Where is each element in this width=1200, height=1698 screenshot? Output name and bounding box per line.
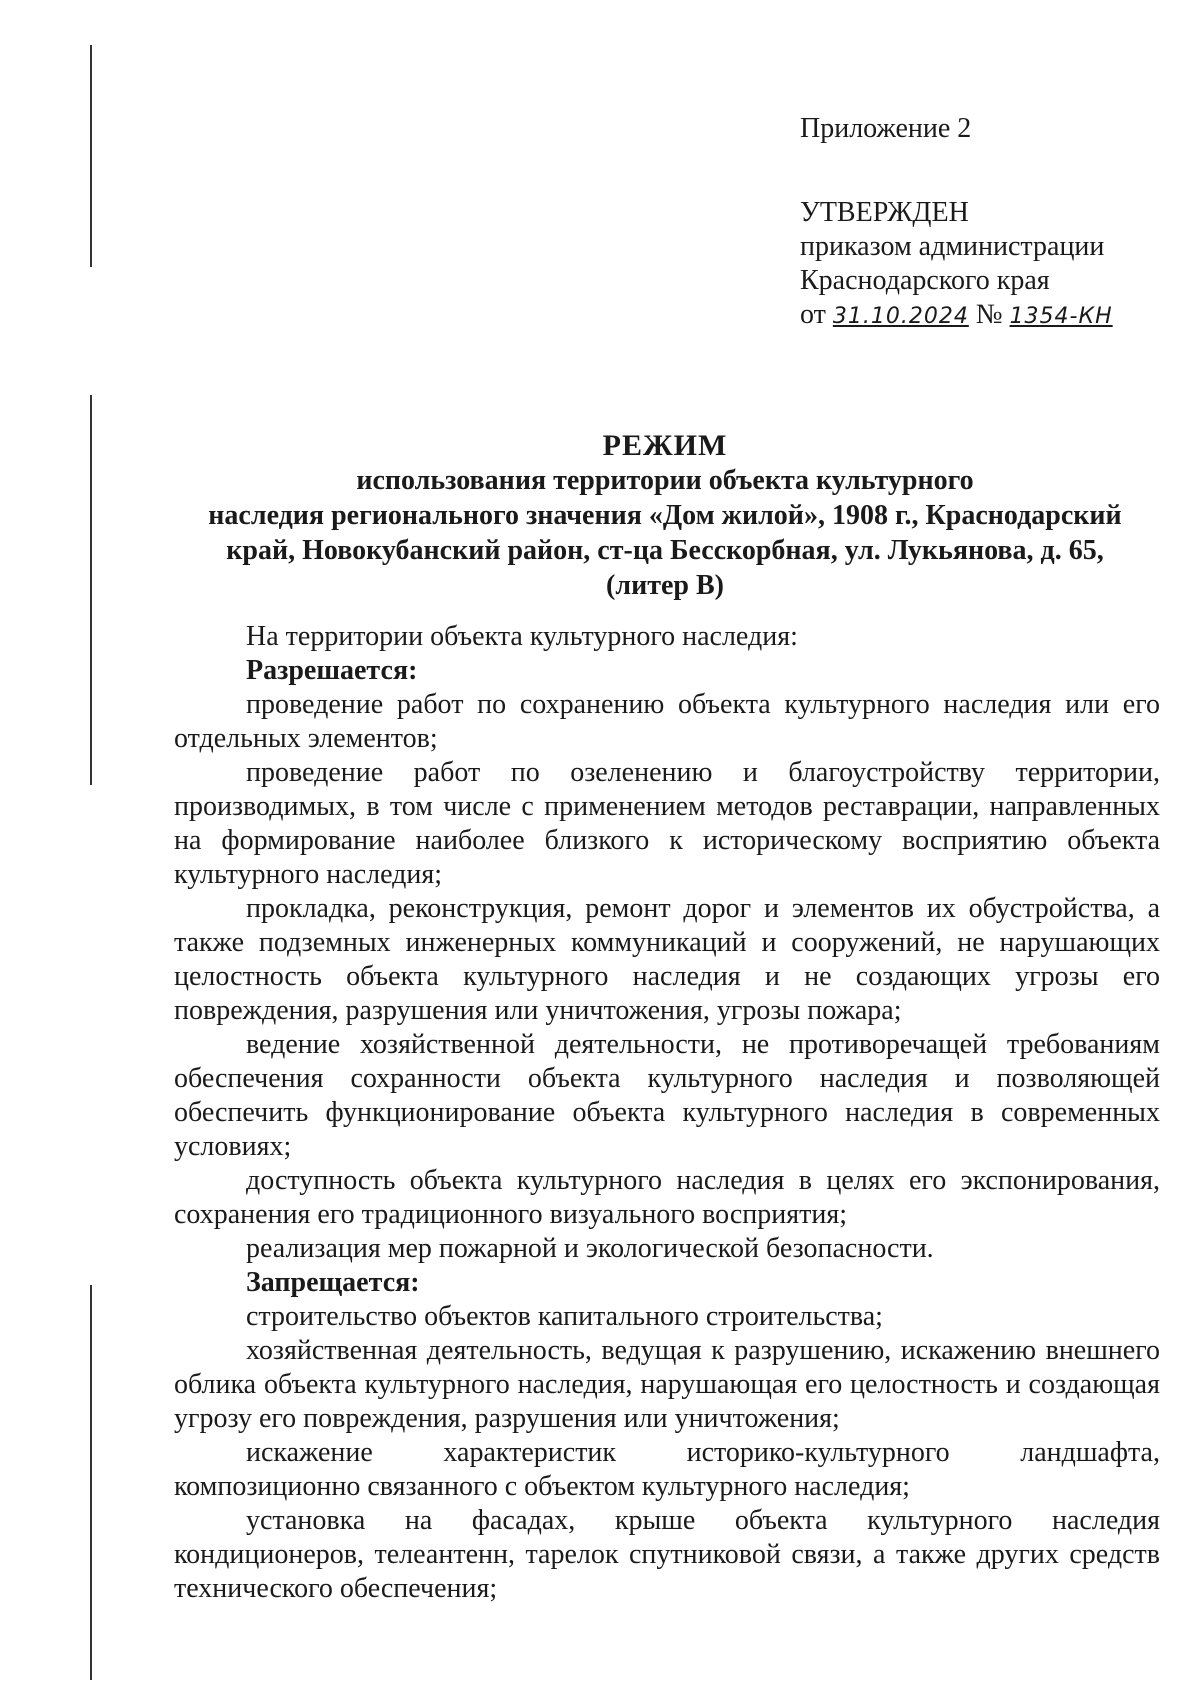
margin-line [90,45,92,267]
approval-block [800,112,1160,334]
approved-label: УТВЕРЖДЕН [800,197,969,228]
allowed-item: проведение работ по озеленению и благоустройству территории, производимых, в том числе с применением методов реставрации, направленных на формирование наиболее близкого к историческому восприятию объекта культурного наследия; [174,757,1160,890]
allowed-item: ведение хозяйственной деятельности, не противоречащей требованиям обеспечения сохранности объекта культурного наследия и позволяющей обеспечить функционирование объекта культурного наследия в современных условиях; [174,1029,1160,1162]
title-line: край, Новокубанский район, ст-ца Бесскорбная, ул. Лукьянова, д. 65, [226,535,1104,566]
date-prefix: от [800,299,826,330]
forbidden-item: установка на фасадах, крыше объекта культурного наследия кондиционеров, телеантенн, тарелок спутниковой связи, а также других средств технического обеспечения; [174,1505,1160,1604]
approval-date-line [800,298,1160,334]
forbidden-item: хозяйственная деятельность, ведущая к разрушению, искажению внешнего облика объекта культурного наследия, нарушающая его целостность и создающая угрозу его повреждения, разрушения или уничтожения; [174,1335,1160,1434]
margin-line [90,1285,92,1680]
approval-line-1: приказом администрации [800,231,1105,262]
margin-line [90,395,92,785]
title-line: использования территории объекта культурного [356,465,974,496]
handwritten-date: 31.10.2024 [832,304,969,329]
intro-paragraph: На территории объекта культурного наследия: [246,621,798,652]
forbidden-item: искажение характеристик историко-культурного ландшафта, композиционно связанного с объектом культурного наследия; [174,1437,1160,1502]
forbidden-item: строительство объектов капитального строительства; [246,1301,883,1332]
allowed-item: прокладка, реконструкция, ремонт дорог и элементов их обустройства, а также подземных инженерных коммуникаций и сооружений, не нарушающих целостность объекта культурного наследия и не создающих угрозы его повреждения, разрушения или уничтожения, угрозы пожара; [174,893,1160,1026]
forbidden-heading: Запрещается: [246,1267,420,1298]
allowed-heading: Разрешается: [246,655,418,686]
handwritten-number: 1354-КН [1009,304,1113,329]
allowed-item: реализация мер пожарной и экологической безопасности. [246,1233,934,1264]
allowed-item: проведение работ по сохранению объекта культурного наследия или его отдельных элементов; [174,689,1160,754]
title-main: РЕЖИМ [602,429,728,462]
document-body [174,620,1160,1606]
number-prefix: № [975,299,1003,330]
title-line: (литер В) [606,570,724,601]
title-line: наследия регионального значения «Дом жилой», 1908 г., Краснодарский [208,500,1122,531]
allowed-item: доступность объекта культурного наследия в целях его экспонирования, сохранения его традиционного визуального восприятия; [174,1165,1160,1230]
document-title [175,428,1155,603]
approval-line-2: Краснодарского края [800,265,1050,296]
appendix-label: Приложение 2 [800,113,972,144]
